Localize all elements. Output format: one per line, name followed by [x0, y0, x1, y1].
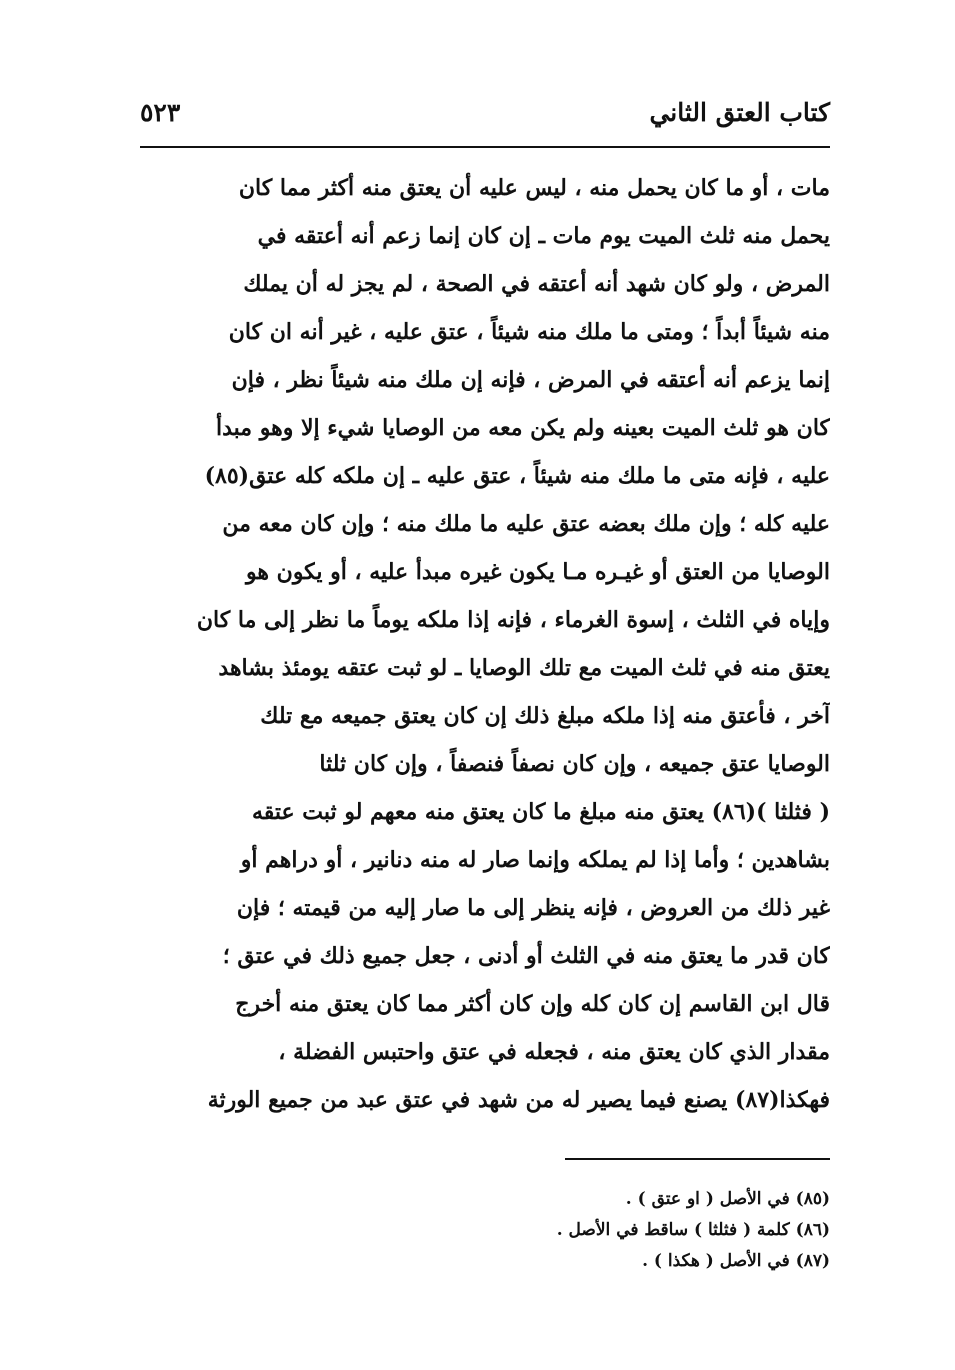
text-line: كان قدر ما يعتق منه في الثلث أو أدنى ، جعل جميع ذلك في عتق ؛ [222, 943, 830, 969]
text-line: قال ابن القاسم إن كان كله وإن كان أكثر مما كان يعتق منه أخرج [235, 991, 830, 1017]
body-text [140, 164, 830, 1124]
text-line: الوصايا عتق جميعه ، وإن كان نصفاً فنصفاً ، وإن كان ثلثا [319, 751, 830, 777]
header-rule [140, 146, 830, 148]
footnote: (٨٥) في الأصل ( او عتق ) . [625, 1189, 830, 1209]
text-line: غير ذلك من العروض ، فإنه ينظر إلى ما صار إليه من قيمته ؛ فإن [236, 895, 830, 921]
running-title: كتاب العتق الثاني [649, 98, 830, 127]
text-line: المرض ، ولو كان شهد أنه أعتقه في الصحة ، لم يجز له أن يملك [243, 271, 830, 297]
text-line: يحمل منه ثلث الميت يوم مات ـ إن كان إنما زعم أنه أعتقه في [257, 223, 830, 249]
text-line: منه شيئاً أبداً ؛ ومتى ما ملك منه شيئاً ، عتق عليه ، غير أنه ان كان [228, 319, 830, 345]
text-line: فهكذا(٨٧) يصنع فيما يصير له من شهد في عتق عبد من جميع الورثة [207, 1087, 830, 1113]
text-line: مات ، أو ما كان يحمل منه ، ليس عليه أن يعتق منه أكثر مما كان [238, 175, 830, 201]
text-line: عليه كله ؛ وإن ملك بعضه عتق عليه ما ملك منه ؛ وإن كان معه من [222, 511, 830, 537]
text-line: إنما يزعم أنه أعتقه في المرض ، فإنه إن ملك منه شيئاً نظر ، فإن [231, 367, 830, 393]
text-line: آخر ، فأعتق منه إذا ملكه مبلغ ذلك إن كان يعتق جميعه مع تلك [260, 703, 830, 729]
text-line: كان هو ثلث الميت بعينه ولم يكن معه من الوصايا شيء إلا وهو مبدأ [215, 415, 830, 441]
text-line: عليه ، فإنه متى ما ملك منه شيئاً ، عتق عليه ـ إن ملكه كله عتق(٨٥) [204, 463, 830, 489]
text-line: بشاهدين ؛ وأما إذا لم يملكه وإنما صار له منه دنانير ، أو دراهم أو [240, 847, 830, 873]
page-header [140, 98, 830, 148]
text-line: مقدار الذي كان يعتق منه ، فجعله في عتق واحتبس الفضلة ، [278, 1039, 830, 1065]
text-line: الوصايا من العتق أو غيـره مـا يكون غيره مبدأ عليه ، أو يكون هو [246, 559, 830, 585]
text-line: ( فثلثا )(٨٦) يعتق منه مبلغ ما كان يعتق منه معهم لو ثبت عتقه [251, 799, 830, 825]
footnote-rule [565, 1158, 830, 1160]
footnote: (٨٦) كلمة ( فثلثا ) ساقط في الأصل . [556, 1220, 830, 1240]
footnote: (٨٧) في الأصل ( هكذا ) . [642, 1251, 830, 1271]
text-line: يعتق منه في ثلث الميت مع تلك الوصايا ـ لو ثبت عتقه يومئذ بشاهد [218, 655, 830, 681]
footnotes [140, 1184, 830, 1277]
text-line: وإياه في الثلث ، إسوة الغرماء ، فإنه إذا ملكه يوماً ما نظر إلى ما كان [196, 607, 830, 633]
page-number: ٥٢٣ [140, 98, 181, 127]
